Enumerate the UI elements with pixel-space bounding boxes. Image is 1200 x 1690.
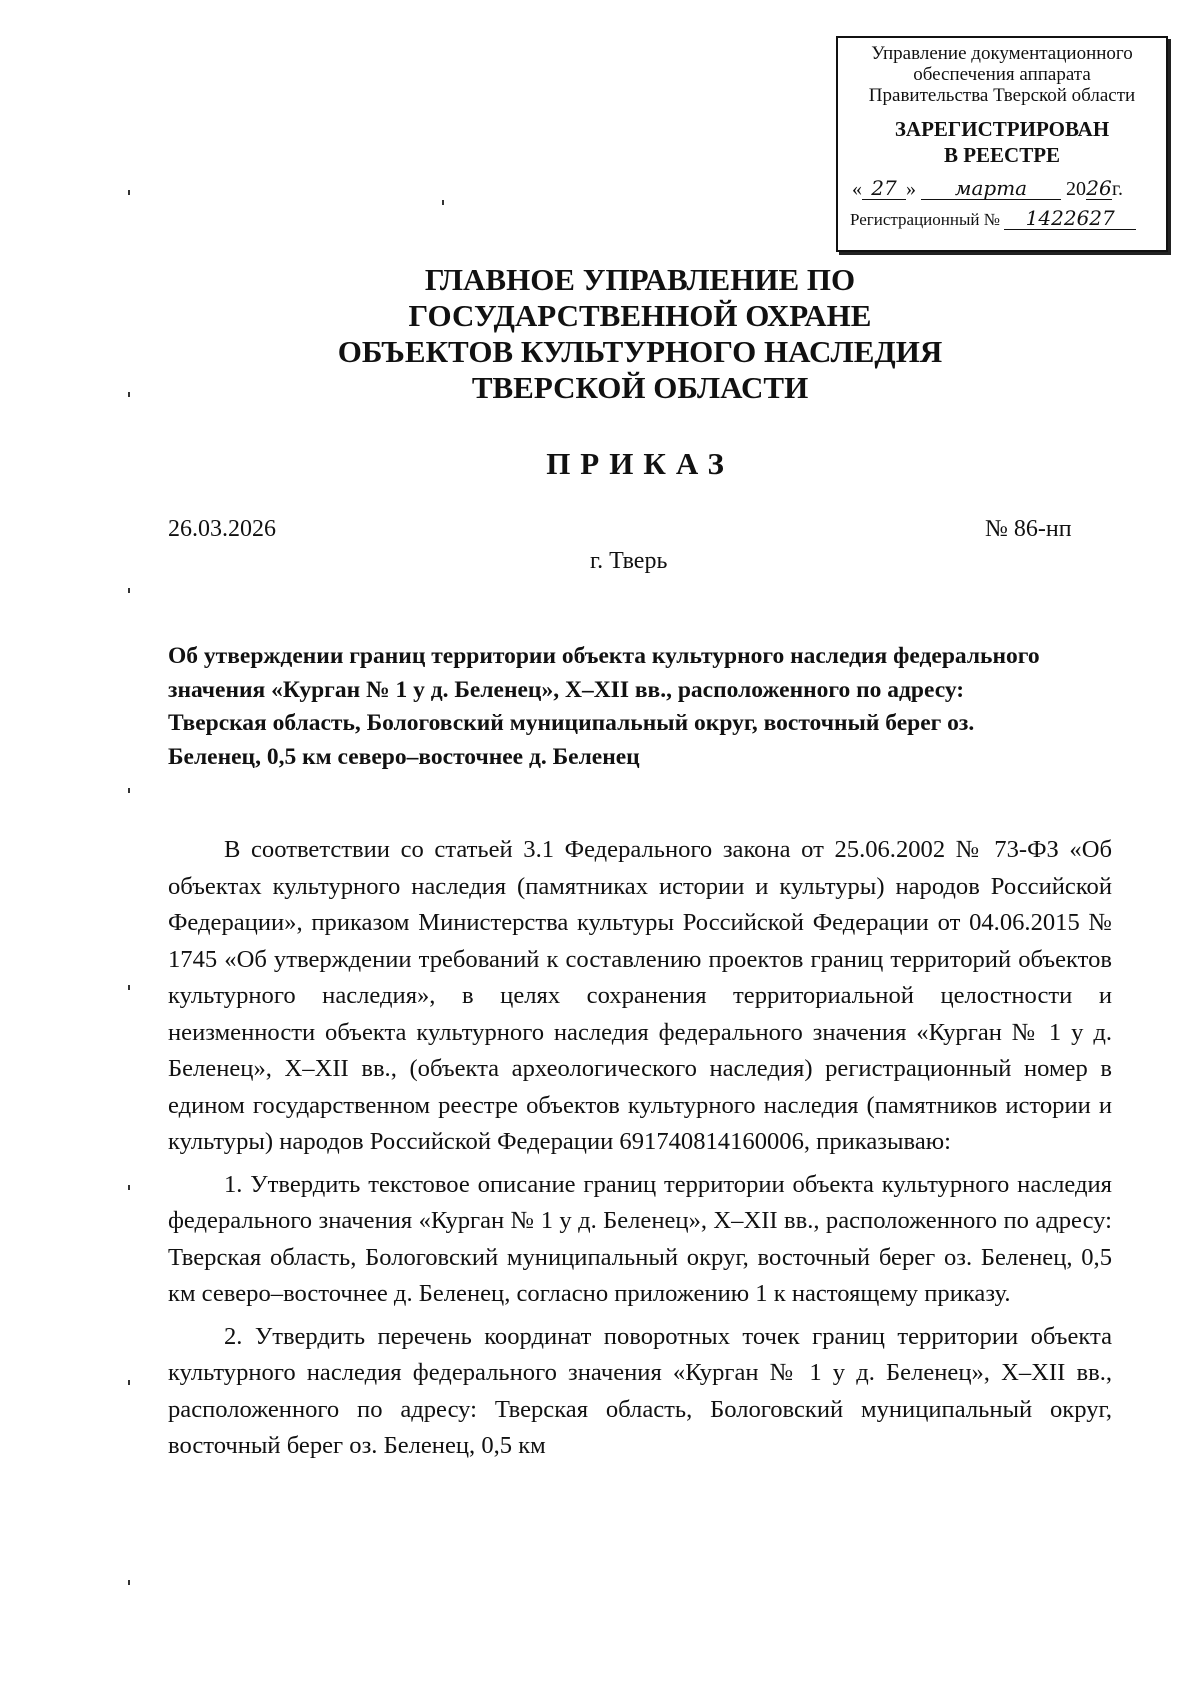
stamp-org-line: обеспечения аппарата — [913, 64, 1091, 85]
stamp-date-day: 27 — [862, 178, 906, 200]
stamp-registered-line: ЗАРЕГИСТРИРОВАН — [894, 117, 1110, 141]
stamp-date-year-suffix: 26 — [1086, 176, 1112, 200]
document-body — [168, 832, 1112, 1465]
stamp-date-g: г. — [1112, 178, 1123, 200]
scan-speck — [128, 1185, 130, 1190]
stamp-date-line: « 27 » марта 2026г. — [852, 176, 1123, 200]
scan-speck — [128, 788, 130, 793]
authority-title-line: ТВЕРСКОЙ ОБЛАСТИ — [471, 370, 809, 405]
scan-speck — [128, 1580, 130, 1585]
document-subject: Об утверждении границ территории объекта культурного наследия федерального значения «Курган № 1 у д. Беленец», X–XII вв., расположенного по адресу: Тверская область, Бологовский муниципальный округ, восточный берег оз. Беленец, 0,5 км северо–восточнее д. Беленец — [168, 643, 1040, 770]
stamp-date-month: марта — [921, 178, 1061, 200]
scan-speck — [128, 985, 130, 990]
stamp-date-year-prefix: 20 — [1066, 178, 1086, 200]
document-city: г. Тверь — [590, 548, 668, 574]
scan-speck — [128, 392, 130, 397]
scan-speck — [442, 200, 444, 205]
body-preamble: В соответствии со статьей 3.1 Федерального закона от 25.06.2002 № 73-ФЗ «Об объектах культурного наследия (памятниках истории и культуры) народов Российской Федерации», приказом Министерства культуры Российской Федерации от 04.06.2015 № 1745 «Об утверждении требований к составлению проектов границ территорий объектов культурного наследия», в целях сохранения территориальной целостности и неизменности объекта культурного наследия федерального значения «Курган № 1 у д. Беленец», X–XII вв., (объекта археологического наследия) регистрационный номер в едином государственном реестре объектов культурного наследия (памятников истории и культуры) народов Российской Федерации 691740814160006, приказываю: — [168, 836, 1112, 1155]
document-type-heading: ПРИКАЗ — [546, 446, 734, 481]
registration-stamp — [836, 36, 1168, 252]
stamp-org-line: Управление документационного — [871, 43, 1133, 64]
authority-title-line: ГОСУДАРСТВЕННОЙ ОХРАНЕ — [408, 298, 872, 333]
authority-title-line: ОБЪЕКТОВ КУЛЬТУРНОГО НАСЛЕДИЯ — [337, 334, 943, 369]
stamp-reg-number-value: 1422627 — [1004, 208, 1136, 230]
stamp-registered-label — [838, 116, 1166, 168]
document-number: № 86-нп — [985, 516, 1072, 542]
authority-title — [170, 262, 1110, 406]
body-item-1: 1. Утвердить текстовое описание границ территории объекта культурного наследия федерального значения «Курган № 1 у д. Беленец», X–XII вв., расположенного по адресу: Тверская область, Бологовский муниципальный округ, восточный берег оз. Беленец, 0,5 км северо–восточнее д. Беленец, согласно приложению 1 к настоящему приказу. — [168, 1170, 1112, 1307]
scan-speck — [128, 190, 130, 195]
stamp-registered-line: В РЕЕСТРЕ — [943, 143, 1061, 167]
stamp-org-line: Правительства Тверской области — [868, 85, 1136, 106]
authority-title-line: ГЛАВНОЕ УПРАВЛЕНИЕ ПО — [424, 262, 856, 297]
scan-speck — [128, 588, 130, 593]
body-item-2: 2. Утвердить перечень координат поворотных точек границ территории объекта культурного наследия федерального значения «Курган № 1 у д. Беленец», X–XII вв., расположенного по адресу: Тверская область, Бологовский муниципальный округ, восточный берег оз. Беленец, 0,5 км — [168, 1322, 1112, 1459]
document-date: 26.03.2026 — [168, 516, 276, 542]
scan-speck — [128, 1380, 130, 1385]
stamp-reg-number-line — [838, 208, 1166, 230]
stamp-organization — [838, 43, 1166, 106]
stamp-reg-number-label: Регистрационный № — [850, 210, 1000, 229]
